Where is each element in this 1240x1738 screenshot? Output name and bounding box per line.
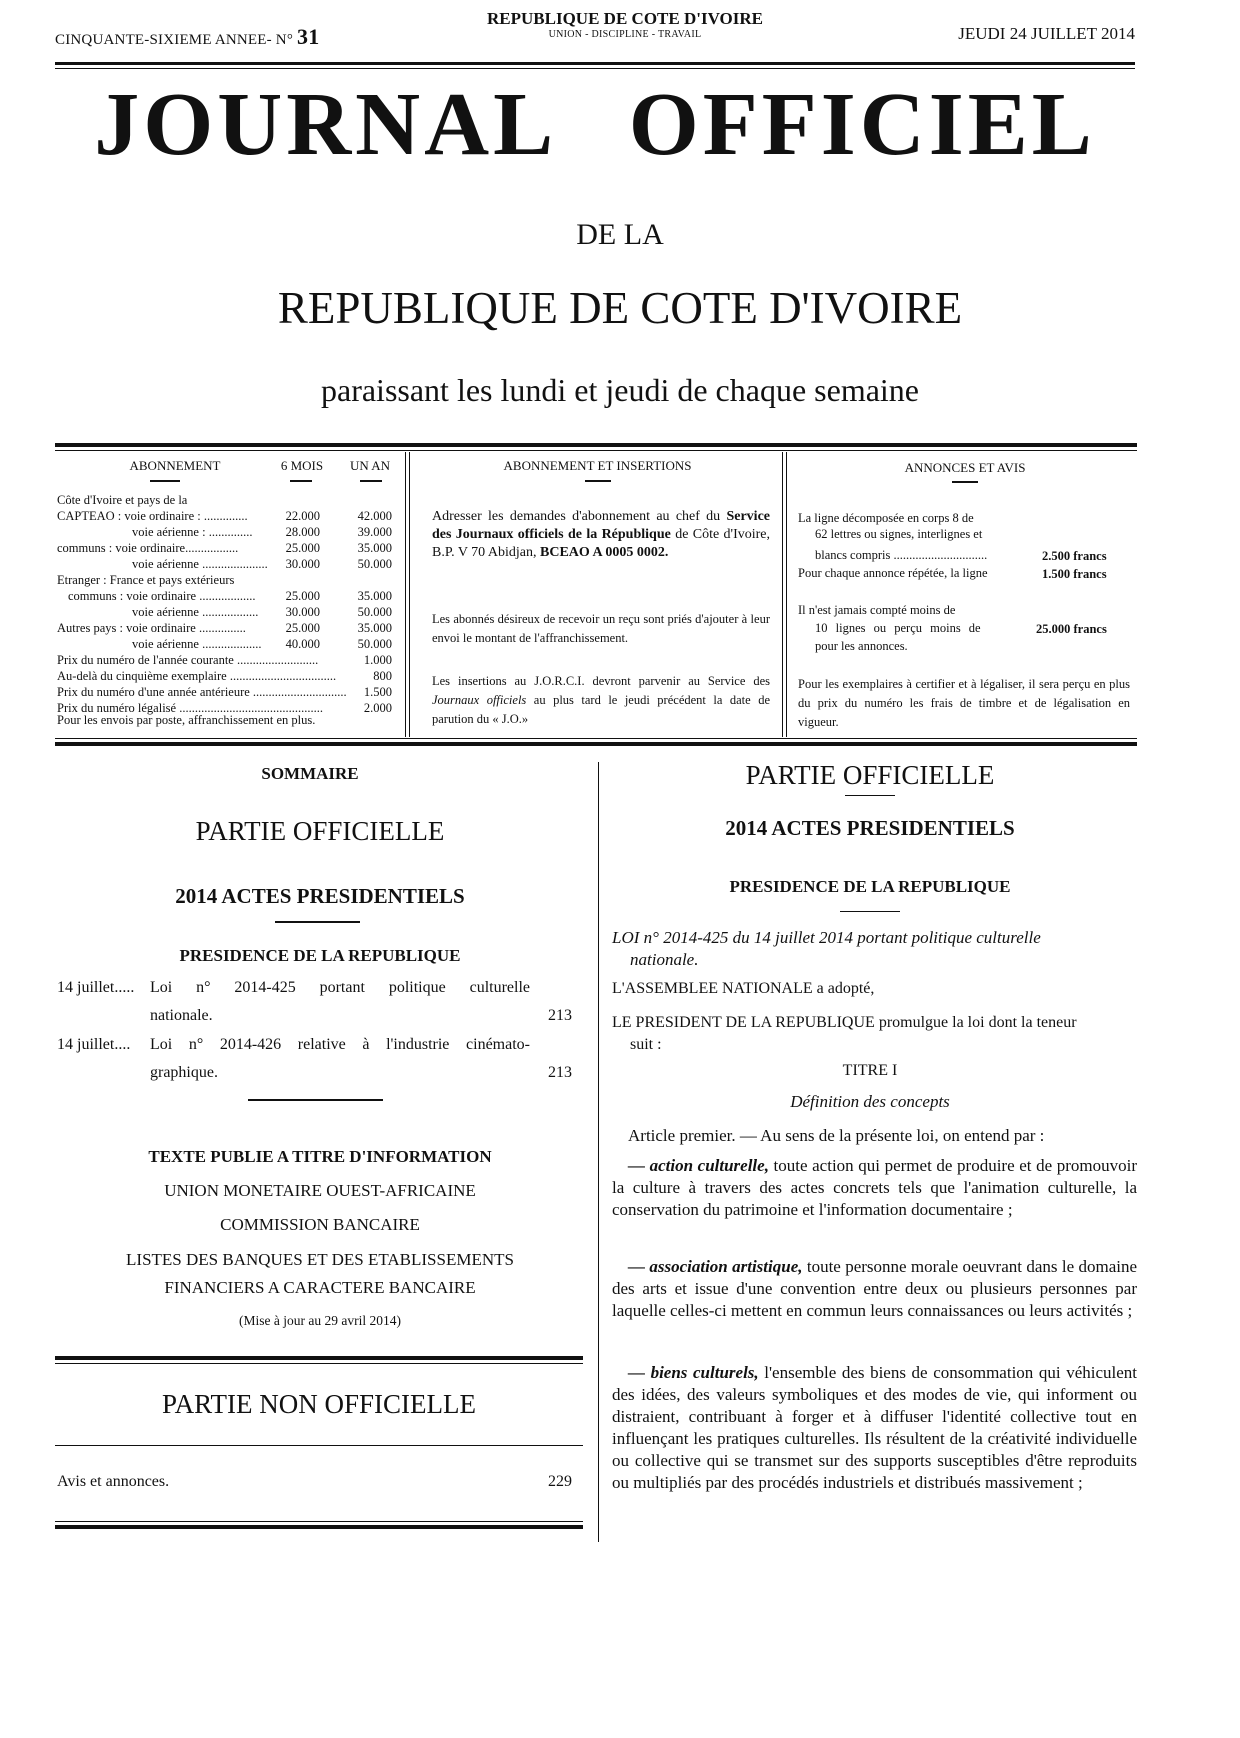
subtitle-republique: REPUBLIQUE DE COTE D'IVOIRE bbox=[277, 283, 963, 333]
definition-action-culturelle bbox=[612, 1155, 1137, 1221]
insertions-title: ABONNEMENT ET INSERTIONS bbox=[503, 458, 692, 473]
mise-a-jour: (Mise à jour au 29 avril 2014) bbox=[239, 1313, 401, 1328]
abonnement-row-6mois: 30.000 bbox=[285, 605, 320, 619]
definition-association-artistique bbox=[612, 1256, 1137, 1322]
avis-annonces-page: 229 bbox=[548, 1473, 572, 1490]
annonces-title: ANNONCES ET AVIS bbox=[904, 460, 1026, 475]
year-issue-label: CINQUANTE-SIXIEME ANNEE- N° bbox=[55, 32, 294, 48]
text-association-artistique: toute personne morale oeuvrant dans le domaine des arts et issue d'une convention entre deux ou plusieurs personnes par laquelle celles-ci mettent en commun leurs connaissances ou leurs activités ; bbox=[612, 1257, 1138, 1320]
insertions-p3-italic: Journaux officiels bbox=[432, 693, 527, 707]
abonnement-row-label: communs : voie ordinaire .................. bbox=[68, 589, 256, 603]
tarif-bottom-rule bbox=[55, 742, 1137, 746]
toc-text-line-1: Loi n° 2014-426 relative à l'industrie cinémato- bbox=[150, 1036, 530, 1053]
country-name: REPUBLIQUE DE COTE D'IVOIRE bbox=[487, 9, 763, 28]
price-row-value: 800 bbox=[373, 669, 392, 683]
partie-non-officielle: PARTIE NON OFFICIELLE bbox=[162, 1389, 476, 1419]
insertions-paragraph-1 bbox=[432, 508, 770, 562]
abonnement-row-1an: 35.000 bbox=[357, 589, 392, 603]
sommaire-actes: 2014 ACTES PRESIDENTIELS bbox=[175, 884, 465, 908]
term-association-artistique: — association artistique, bbox=[628, 1257, 803, 1276]
sommaire-title: SOMMAIRE bbox=[261, 764, 359, 783]
insertions-p1-line3: de Côte d'Ivoire, B.P. V 70 Abidjan, bbox=[432, 527, 771, 560]
insertions-p3-b: au plus tard le jeudi précédent la date de parution du « J.O.» bbox=[432, 693, 770, 726]
sommaire-presidence: PRESIDENCE DE LA REPUBLIQUE bbox=[179, 946, 461, 965]
col-6mois-rule bbox=[290, 480, 312, 482]
tarif-divider-1b bbox=[409, 452, 410, 737]
annonces-price-3: 25.000 francs bbox=[1036, 622, 1107, 636]
annonces-line-8: Pour les exemplaires à certifier et à légaliser, il sera perçu en plus du prix du numéro les frais de timbre et de légalisation en vigueur. bbox=[798, 677, 1130, 729]
issue-date: JEUDI 24 JUILLET 2014 bbox=[958, 24, 1135, 43]
toc-page: 213 bbox=[548, 1007, 572, 1024]
definition-heading: Définition des concepts bbox=[790, 1092, 950, 1111]
annonces-line-3: blancs compris .............................. bbox=[815, 548, 988, 562]
abonnement-footer: Pour les envois par poste, affranchissement en plus. bbox=[57, 713, 316, 727]
insertions-p1-bold: Service des Journaux officiels de la République bbox=[432, 509, 770, 542]
loi-title-line-2: nationale. bbox=[630, 950, 699, 969]
loi-title-line-1: LOI n° 2014-425 du 14 juillet 2014 portant politique culturelle bbox=[612, 928, 1041, 947]
definition-biens-culturels bbox=[612, 1362, 1137, 1494]
toc-page: 213 bbox=[548, 1064, 572, 1081]
insertions-p3-a: Les insertions au J.O.R.C.I. devront parvenir au Service des bbox=[432, 674, 770, 688]
term-biens-culturels: — biens culturels, bbox=[628, 1363, 759, 1382]
toc-separator bbox=[248, 1099, 383, 1101]
annonces-title-rule bbox=[952, 481, 978, 483]
tarif-divider-1 bbox=[405, 452, 406, 737]
insertions-p1-normal: Adresser les demandes d'abonnement au chef du bbox=[432, 509, 721, 524]
annonces-price-1: 2.500 francs bbox=[1042, 549, 1107, 563]
abonnement-row-1an: 35.000 bbox=[357, 541, 392, 555]
abonnement-row-label: Etranger : France et pays extérieurs bbox=[57, 573, 235, 587]
abonnement-row-label: Côte d'Ivoire et pays de la bbox=[57, 493, 188, 507]
article-partie-rule bbox=[845, 795, 895, 796]
avis-annonces: Avis et annonces. bbox=[57, 1473, 170, 1490]
tarif-bottom-rule-thin bbox=[55, 738, 1137, 739]
publication-frequency: paraissant les lundi et jeudi de chaque semaine bbox=[320, 372, 919, 408]
annonces-line-1: La ligne décomposée en corps 8 de bbox=[798, 511, 974, 525]
commission-bancaire: COMMISSION BANCAIRE bbox=[220, 1215, 420, 1234]
abonnement-row-1an: 50.000 bbox=[357, 605, 392, 619]
listes-line-2: FINANCIERS A CARACTERE BANCAIRE bbox=[164, 1278, 476, 1297]
article-actes: 2014 ACTES PRESIDENTIELS bbox=[725, 816, 1015, 840]
abonnement-row-6mois: 40.000 bbox=[285, 637, 320, 651]
abonnement-row-label: Autres pays : voie ordinaire ............... bbox=[57, 621, 246, 635]
header-rule-thin bbox=[55, 68, 1135, 69]
motto: UNION - DISCIPLINE - TRAVAIL bbox=[548, 29, 702, 40]
tarif-divider-2 bbox=[782, 452, 783, 737]
abonnement-row-6mois: 30.000 bbox=[285, 557, 320, 571]
toc-date: 14 juillet.... bbox=[57, 1036, 131, 1053]
abonnement-row-label: voie aérienne ................... bbox=[132, 637, 262, 651]
toc-date: 14 juillet..... bbox=[57, 979, 135, 996]
non-officielle-rule-mid bbox=[55, 1445, 583, 1446]
annonces-line-4: Pour chaque annonce répétée, la ligne bbox=[798, 566, 988, 580]
annonces-line-2: 62 lettres ou signes, interlignes et bbox=[815, 527, 983, 541]
abonnement-row-6mois: 22.000 bbox=[285, 509, 320, 523]
president-line-2: suit : bbox=[630, 1036, 662, 1053]
tarif-top-rule-thin bbox=[55, 450, 1137, 451]
sommaire-partie-officielle: PARTIE OFFICIELLE bbox=[195, 816, 445, 846]
abonnement-row-label: voie aérienne : .............. bbox=[132, 525, 253, 539]
col-1an: UN AN bbox=[349, 458, 391, 473]
abonnement-row-6mois: 28.000 bbox=[285, 525, 320, 539]
insertions-title-rule bbox=[585, 480, 611, 482]
col-1an-rule bbox=[360, 480, 382, 482]
bottom-rule-thin bbox=[55, 1521, 583, 1522]
abonnement-title-rule bbox=[150, 480, 180, 482]
article-premier: Article premier. — Au sens de la présente loi, on entend par : bbox=[628, 1126, 1045, 1145]
annonces-line-6: 10 lignes ou perçu moins de bbox=[815, 621, 981, 635]
insertions-paragraph-3 bbox=[432, 672, 770, 729]
assemblee-line: L'ASSEMBLEE NATIONALE a adopté, bbox=[612, 980, 875, 997]
abonnement-row-label: CAPTEAO : voie ordinaire : .............. bbox=[57, 509, 248, 523]
abonnement-row-label: voie aérienne ..................... bbox=[132, 557, 268, 571]
insertions-p1-bold2: BCEAO A 0005 0002. bbox=[540, 545, 669, 560]
abonnement-row-1an: 42.000 bbox=[357, 509, 392, 523]
toc-text-line-2: nationale. bbox=[150, 1007, 213, 1024]
year-issue bbox=[55, 24, 319, 50]
abonnement-row-6mois: 25.000 bbox=[285, 621, 320, 635]
article-presidence-rule bbox=[840, 911, 900, 912]
price-row-label: Prix du numéro d'une année antérieure .............................. bbox=[57, 685, 347, 699]
bottom-rule bbox=[55, 1525, 583, 1529]
article-presidence: PRESIDENCE DE LA REPUBLIQUE bbox=[729, 877, 1011, 896]
subtitle-de-la: DE LA bbox=[576, 218, 664, 251]
tarif-top-rule bbox=[55, 443, 1137, 447]
abonnement-row-label: voie aérienne .................. bbox=[132, 605, 259, 619]
abonnement-row-label: communs : voie ordinaire................. bbox=[57, 541, 239, 555]
abonnement-row-1an: 39.000 bbox=[357, 525, 392, 539]
toc-text-line-1: Loi n° 2014-425 portant politique culturelle bbox=[150, 979, 530, 996]
abonnement-row-1an: 50.000 bbox=[357, 637, 392, 651]
president-line-1: LE PRESIDENT DE LA REPUBLIQUE promulgue la loi dont la teneur bbox=[612, 1014, 1077, 1031]
abonnement-row-1an: 50.000 bbox=[357, 557, 392, 571]
issue-number: 31 bbox=[297, 24, 320, 49]
non-officielle-rule-top bbox=[55, 1356, 583, 1360]
umoa: UNION MONETAIRE OUEST-AFRICAINE bbox=[164, 1181, 476, 1200]
abonnement-row-6mois: 25.000 bbox=[285, 541, 320, 555]
annonces-line-7: pour les annonces. bbox=[815, 639, 908, 653]
annonces-price-2: 1.500 francs bbox=[1042, 567, 1107, 581]
non-officielle-rule-top-thin bbox=[55, 1363, 583, 1364]
titre-1: TITRE I bbox=[842, 1062, 898, 1079]
price-row-value: 2.000 bbox=[363, 701, 392, 715]
text-biens-culturels: l'ensemble des biens de consommation qui véhiculent des idées, des valeurs symboliques et des modes de vie, qui informent ou distraient, contribuant à forger et à diffuser l'identité collective tout en influençant les pratiques culturelles. Ils résultent de la créativité individuelle ou collective qui se transmet sur des supports susceptibles d'être reproduits ou multipliés par des procédés industriels et distribués massivement ; bbox=[612, 1363, 1137, 1492]
annonces-line-5: Il n'est jamais compté moins de bbox=[798, 603, 956, 617]
tarif-divider-2b bbox=[786, 452, 787, 737]
term-action-culturelle: — action culturelle, bbox=[628, 1156, 769, 1175]
column-divider bbox=[598, 762, 599, 1542]
article-partie-officielle: PARTIE OFFICIELLE bbox=[745, 760, 995, 790]
abonnement-row-6mois: 25.000 bbox=[285, 589, 320, 603]
price-row-label: Prix du numéro de l'année courante .......................... bbox=[57, 653, 319, 667]
sommaire-actes-rule bbox=[275, 921, 360, 923]
abonnement-row-1an: 35.000 bbox=[357, 621, 392, 635]
masthead-title: JOURNAL OFFICIEL bbox=[94, 75, 1096, 174]
toc-text-line-2: graphique. bbox=[150, 1064, 218, 1081]
col-6mois: 6 MOIS bbox=[280, 458, 324, 473]
text-action-culturelle: toute action qui permet de produire et de promouvoir la culture à travers des actes concrets tels que l'animation culturelle, la conservation du patrimoine et l'information documentaire ; bbox=[612, 1156, 1138, 1219]
price-row-label: Au-delà du cinquième exemplaire .................................. bbox=[57, 669, 337, 683]
header-rule bbox=[55, 62, 1135, 65]
country-header bbox=[440, 9, 810, 40]
abonnement-title: ABONNEMENT bbox=[129, 458, 221, 473]
texte-publie: TEXTE PUBLIE A TITRE D'INFORMATION bbox=[148, 1147, 492, 1166]
price-row-value: 1.000 bbox=[363, 653, 392, 667]
listes-line-1: LISTES DES BANQUES ET DES ETABLISSEMENTS bbox=[126, 1250, 514, 1269]
price-row-value: 1.500 bbox=[363, 685, 392, 699]
price-row-label: Prix du numéro légalisé .............................................. bbox=[57, 701, 323, 715]
insertions-paragraph-2: Les abonnés désireux de recevoir un reçu sont priés d'ajouter à leur envoi le montant de l'affranchissement. bbox=[432, 612, 770, 645]
